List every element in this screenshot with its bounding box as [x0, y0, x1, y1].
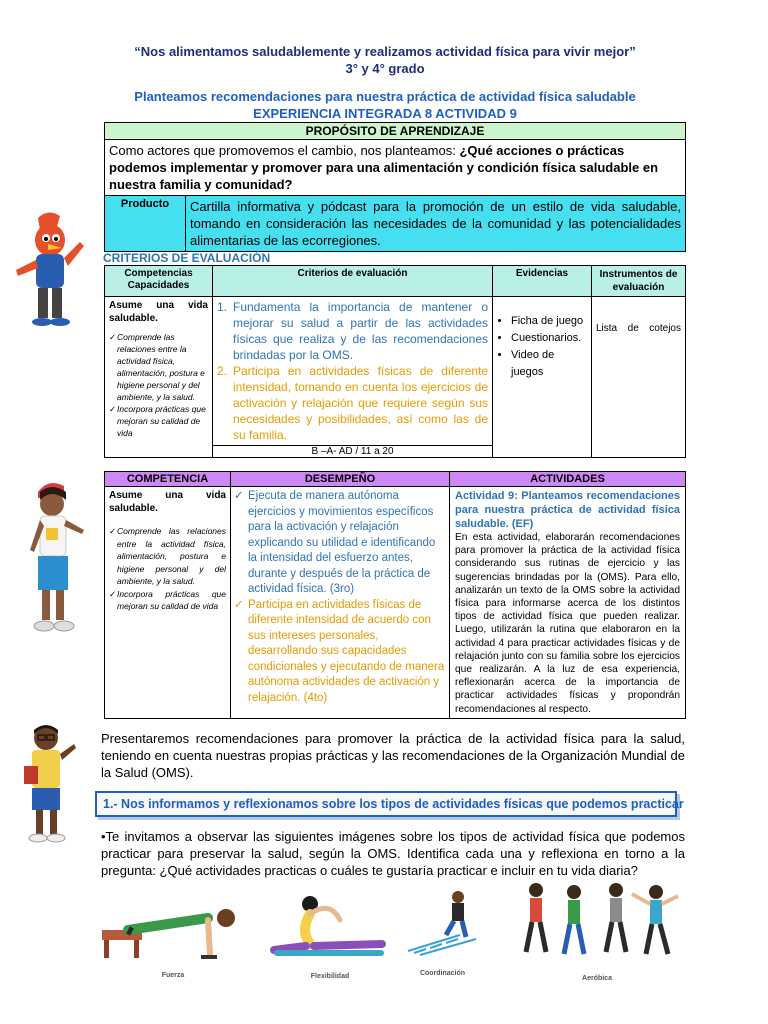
criteria-table: [104, 265, 686, 458]
performance-competency-name: Asume una vida saludable.: [109, 490, 226, 514]
grade-label: 3° y 4° grado: [345, 61, 425, 76]
coordination-image: [400, 885, 485, 980]
desempeno-1: ✓ Ejecuta de manera autónoma ejercicios y movimientos específicos para la activación y relajación explicando su utilidad e identificando la intensidad del esfuerzo antes, durante y después de la práctica de actividad física. (3ro): [234, 489, 446, 598]
competency-cell: [105, 297, 213, 458]
performance-capacity-item: ✓ Comprende las relaciones entre la actividad física, alimentación, postura e higiene personal y del ambiente, y la salud.: [109, 525, 226, 588]
girl-character-illustration: [24, 478, 96, 643]
purpose-heading: PROPÓSITO DE APRENDIZAJE: [105, 123, 686, 140]
product-text: Cartilla informativa y pódcast para la promoción de un estilo de vida saludable, tomando en consideración las necesidades de la comunidad y las potencialidades alimentarias de las ecorregiones.: [186, 196, 686, 252]
evidence-item: • Cuestionarios.: [511, 330, 587, 347]
criterion-1: 1. Fundamenta la importancia de mantener o mejorar su salud a partir de las actividades físicas que realiza y de las recomendaciones brindadas por la OMS.: [217, 300, 488, 362]
instrument-cell: Lista de cotejos: [592, 297, 686, 458]
col-desempeno: DESEMPEÑO: [231, 472, 450, 487]
flexibility-label: Flexibilidad: [310, 973, 350, 980]
coordination-label: Coordinación: [419, 970, 466, 977]
col-competencia: COMPETENCIA: [105, 472, 231, 487]
criteria-cell: [213, 297, 493, 446]
boy-with-book-illustration: [16, 722, 80, 847]
bird-mascot-illustration: [8, 208, 88, 333]
desempeno-2: ✓ Participa en actividades físicas de diferente intensidad de acuerdo con sus intereses personales, desarrollando sus capacidades condicionales y ejecutando de manera autónoma actividades de activación y relajación. (4to): [234, 598, 446, 707]
desempeno-cell: [231, 487, 450, 719]
aerobic-image: [512, 880, 682, 980]
purpose-table: [104, 122, 686, 252]
strength-image: [98, 900, 248, 980]
evidence-item: • Video de juegos: [511, 347, 587, 381]
performance-capacity-item: ✓ Incorpora prácticas que mejoran su calidad de vida: [109, 588, 226, 613]
strength-exercise-icon: [98, 900, 248, 965]
activity-title: Actividad 9: Planteamos recomendaciones para nuestra práctica de actividad física saludable. (EF): [455, 490, 680, 530]
strength-label: Fuerza: [161, 972, 185, 979]
evidence-item: • Ficha de juego: [511, 313, 587, 330]
flexibility-image: [270, 890, 390, 982]
instructions-paragraph: •Te invitamos a observar las siguientes imágenes sobre los tipos de actividad física que podemos practicar para preservar la salud, según la OMS. Identifica cada una y reflexiona en torno a la pregunta: ¿Qué actividades practicas o cuáles te gustaría practicar e incluir en tu vida diaria?: [101, 829, 685, 878]
col-criterios: Criterios de evaluación: [213, 266, 493, 297]
activities-cell: [450, 487, 686, 719]
experience-label: EXPERIENCIA INTEGRADA 8 ACTIVIDAD 9: [253, 106, 517, 121]
evidences-cell: [493, 297, 592, 458]
activity-description: En esta actividad, elaborarán recomendaciones para promover la práctica de la actividad física considerando sus rutinas de ejercicio y las sugerencias brindadas por la (OMS). Para ello, analizarán un texto de la OMS sobre la actividad física para informarse acerca de los distintos tipos de actividad física que pueden realizar. Luego, utilizarán la rutina que elaboraron en la actividad 4 para practicar actividades físicas y de relajación junto con su familia sobre los ejercicios que realizarán. A la luz de esa experiencia, reflexionarán acerca de la importancia de practicar actividades físicas y propondrán recomendaciones al respecto.: [455, 532, 680, 715]
activity-subtitle: Planteamos recomendaciones para nuestra práctica de actividad física saludable: [134, 89, 636, 104]
capacity-item: ✓ Incorpora prácticas que mejoran su calidad de vida: [109, 403, 208, 439]
product-label: Producto: [105, 196, 186, 252]
stretching-icon: [270, 890, 390, 960]
intro-paragraph: Presentaremos recomendaciones para promover la práctica de la actividad física para la salud, teniendo en cuenta nuestras propias prácticas y las recomendaciones de la Organización Mundial de la Salud (OMS).: [101, 731, 685, 780]
criteria-heading: CRITERIOS DE EVALUACIÓN: [103, 251, 271, 265]
dancing-group-icon: [512, 880, 682, 960]
criterion-2: 2. Participa en actividades físicas de diferente intensidad, tomando en cuenta los ejercicios de activación y relajación que requiere según sus necesidades y posibilidades, así como las de su familia.: [217, 364, 488, 442]
performance-competency-cell: [105, 487, 231, 719]
capacity-item: ✓ Comprende las relaciones entre la actividad física, alimentación, postura e higiene personal y del ambiente, y la salud.: [109, 331, 208, 403]
section-title: 1.- Nos informamos y reflexionamos sobre los tipos de actividades físicas que podemos practicar: [95, 791, 677, 817]
col-competencias: Competencias Capacidades: [105, 266, 213, 297]
col-instrumentos: Instrumentos de evaluación: [592, 266, 686, 297]
agility-ladder-icon: [400, 885, 485, 957]
document-title: “Nos alimentamos saludablemente y realizamos actividad física para vivir mejor”: [134, 44, 636, 59]
grading-scale: B –A- AD / 11 a 20: [213, 446, 493, 458]
col-evidencias: Evidencias: [493, 266, 592, 297]
col-actividades: ACTIVIDADES: [450, 472, 686, 487]
competency-name: Asume una vida saludable.: [109, 300, 208, 324]
purpose-statement: Como actores que promovemos el cambio, nos planteamos: ¿Qué acciones o prácticas podemos implementar y promover para una alimentación y condición física saludable en nuestra familia y comunidad?: [105, 140, 686, 196]
performance-table: [104, 471, 686, 719]
aerobic-label: Aeróbica: [582, 975, 612, 982]
